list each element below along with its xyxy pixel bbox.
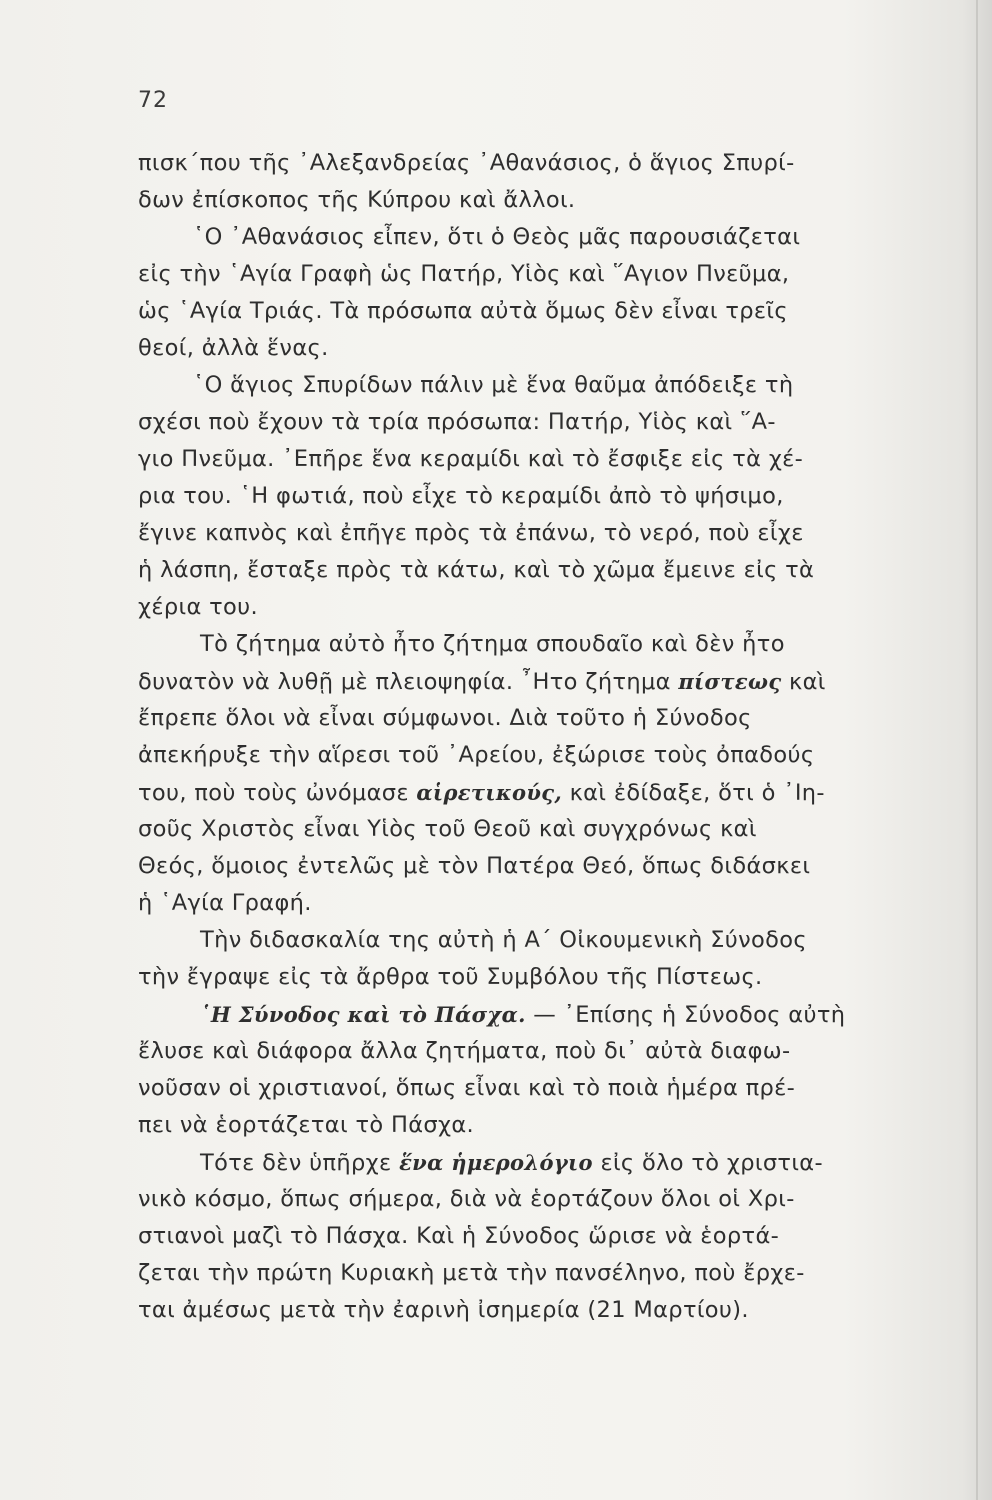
text-line: ἡ ῾Αγία Γραφή. xyxy=(138,890,312,916)
body-text xyxy=(138,145,898,1329)
text-segment: δυνατὸν νὰ λυθῇ μὲ πλειοψηφία. ῏Ητο ζήτημα xyxy=(138,669,671,695)
text-line: Τὸ ζήτημα αὐτὸ ἦτο ζήτημα σπουδαῖο καὶ δὲν ἦτο xyxy=(200,631,785,657)
text-line: δων ἐπίσκοπος τῆς Κύπρου καὶ ἄλλοι. xyxy=(138,187,576,213)
emphasis-text: πίστεως xyxy=(678,669,782,694)
text-line: ρια του. ῾Η φωτιά, ποὺ εἶχε τὸ κεραμίδι ἀπὸ τὸ ψήσιμο, xyxy=(138,483,784,509)
text-segment: καὶ xyxy=(788,669,826,695)
text-line: ἔπρεπε ὅλοι νὰ εἶναι σύμφωνοι. Διὰ τοῦτο ἡ Σύνοδος xyxy=(138,705,752,731)
text-line xyxy=(138,774,898,811)
text-line: σχέσι ποὺ ἔχουν τὰ τρία πρόσωπα: Πατήρ, Υἱὸς καὶ ῞Α- xyxy=(138,409,776,435)
text-line: πει νὰ ἑορτάζεται τὸ Πάσχα. xyxy=(138,1112,475,1138)
text-segment: Τότε δὲν ὑπῆρχε xyxy=(200,1150,392,1176)
text-line xyxy=(138,996,898,1033)
text-line: ῾Ο ἅγιος Σπυρίδων πάλιν μὲ ἕνα θαῦμα ἀπόδειξε τὴ xyxy=(193,372,794,398)
text-line: στιανοὶ μαζὶ τὸ Πάσχα. Καὶ ἡ Σύνοδος ὥρισε νὰ ἑορτά- xyxy=(138,1223,780,1249)
text-line: γιο Πνεῦμα. ᾿Επῆρε ἕνα κεραμίδι καὶ τὸ ἔσφιξε εἰς τὰ χέ- xyxy=(138,446,804,472)
text-segment: καὶ ἐδίδαξε, ὅτι ὁ ᾿Ιη- xyxy=(569,780,825,806)
text-line: ῾Ο ᾿Αθανάσιος εἶπεν, ὅτι ὁ Θεὸς μᾶς παρουσιάζεται xyxy=(193,224,801,250)
text-segment: του, ποὺ τοὺς ὠνόμασε xyxy=(138,780,409,806)
emphasis-text: αἱρετικούς, xyxy=(416,780,563,805)
text-line: ὡς ῾Αγία Τριάς. Τὰ πρόσωπα αὐτὰ ὅμως δὲν εἶναι τρεῖς xyxy=(138,298,788,324)
text-line: ἔγινε καπνὸς καὶ ἐπῆγε πρὸς τὰ ἐπάνω, τὸ νερό, ποὺ εἶχε xyxy=(138,520,804,546)
page-number: 72 xyxy=(138,88,168,113)
page-edge xyxy=(976,0,978,1500)
text-line: ἔλυσε καὶ διάφορα ἄλλα ζητήματα, ποὺ δι᾿ αὐτὰ διαφω- xyxy=(138,1038,791,1064)
text-segment: — ᾿Επίσης ἡ Σύνοδος αὐτὴ xyxy=(533,1002,846,1028)
emphasis-text: ἕνα ἡμερολόγιο xyxy=(399,1150,593,1175)
text-line: νοῦσαν οἱ χριστιανοί, ὅπως εἶναι καὶ τὸ ποιὰ ἡμέρα πρέ- xyxy=(138,1075,796,1101)
text-line: εἰς τὴν ῾Αγία Γραφὴ ὡς Πατήρ, Υἱὸς καὶ ῞Αγιον Πνεῦμα, xyxy=(138,261,790,287)
text-line: ζεται τὴν πρώτη Κυριακὴ μετὰ τὴν πανσέληνο, ποὺ ἔρχε- xyxy=(138,1260,805,1286)
text-line: ἀπεκήρυξε τὴν αἵρεσι τοῦ ᾿Αρείου, ἐξώρισε τοὺς ὀπαδούς xyxy=(138,742,815,768)
text-line: τὴν ἔγραψε εἰς τὰ ἄρθρα τοῦ Συμβόλου τῆς Πίστεως. xyxy=(138,964,763,990)
text-line: Θεός, ὅμοιος ἐντελῶς μὲ τὸν Πατέρα Θεό, ὅπως διδάσκει xyxy=(138,853,811,879)
text-line: θεοί, ἀλλὰ ἕνας. xyxy=(138,335,329,361)
text-segment: εἰς ὅλο τὸ χριστια- xyxy=(600,1150,823,1176)
text-line: ται ἀμέσως μετὰ τὴν ἐαρινὴ ἰσημερία (21 Μαρτίου). xyxy=(138,1297,749,1323)
text-line: νικὸ κόσμο, ὅπως σήμερα, διὰ νὰ ἑορτάζουν ὅλοι οἱ Χρι- xyxy=(138,1186,795,1212)
section-heading: ῾Η Σύνοδος καὶ τὸ Πάσχα. xyxy=(200,1002,526,1027)
text-line: ἡ λάσπη, ἔσταξε πρὸς τὰ κάτω, καὶ τὸ χῶμα ἔμεινε εἰς τὰ xyxy=(138,557,815,583)
text-line: σοῦς Χριστὸς εἶναι Υἱὸς τοῦ Θεοῦ καὶ συγχρόνως καὶ xyxy=(138,816,757,842)
text-line: Τὴν διδασκαλία της αὐτὴ ἡ Α΄ Οἰκουμενικὴ Σύνοδος xyxy=(200,927,807,953)
text-line: χέρια του. xyxy=(138,594,259,620)
text-line: πισκ΄που τῆς ᾿Αλεξανδρείας ᾿Αθανάσιος, ὁ ἅγιος Σπυρί- xyxy=(138,150,795,176)
text-line xyxy=(138,1144,898,1181)
text-line xyxy=(138,663,898,700)
